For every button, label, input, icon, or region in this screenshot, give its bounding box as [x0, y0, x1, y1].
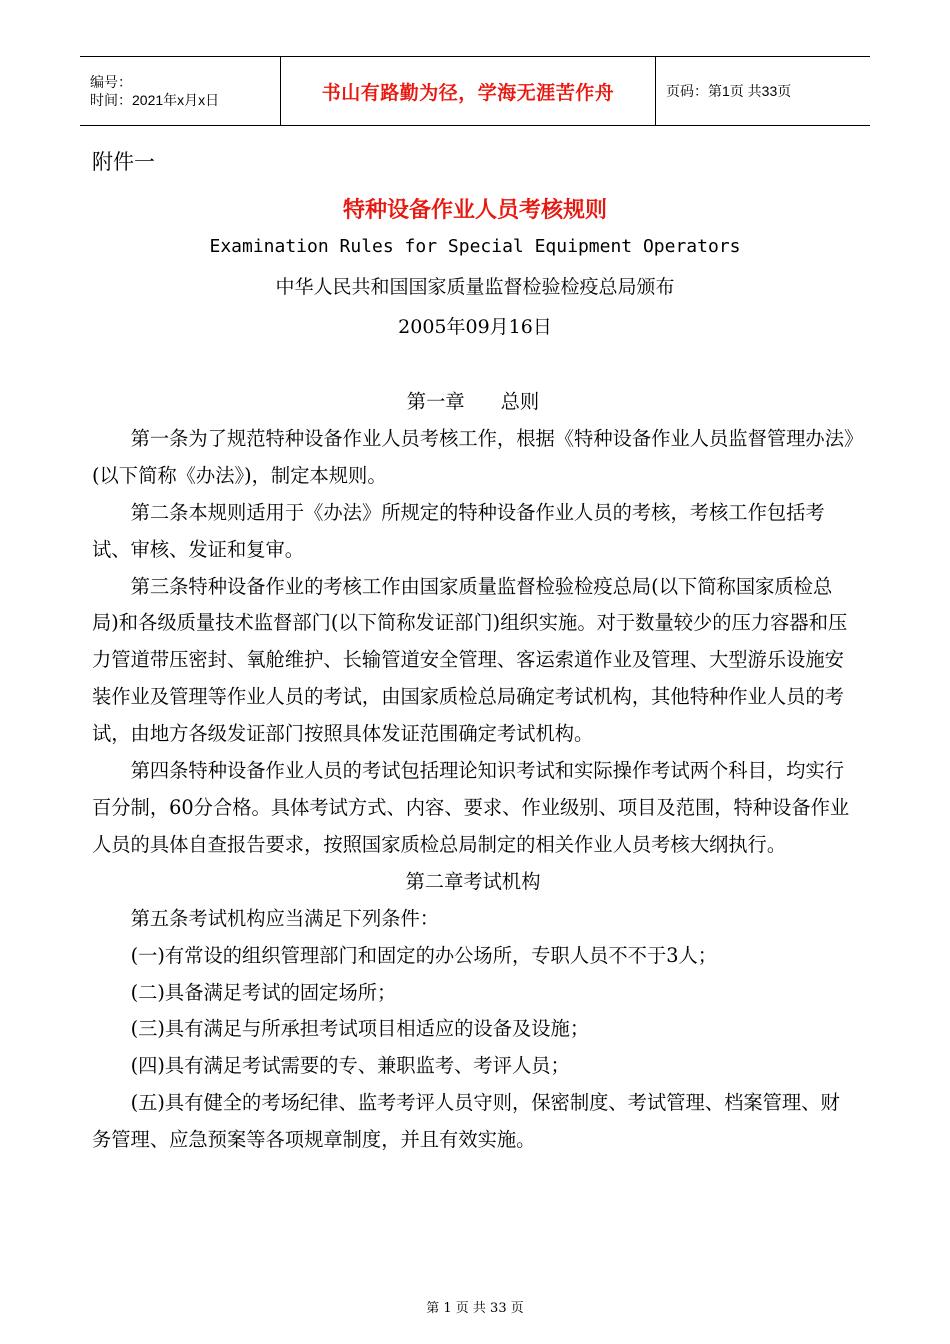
page-footer: 第 1 页 共 33 页: [426, 1301, 524, 1316]
chapter-number: 第一章: [406, 390, 465, 413]
chapter-title: 总则: [500, 390, 540, 413]
issue-date: 2005年09月16日: [398, 316, 552, 338]
english-subtitle: Examination Rules for Special Equipment Operators: [209, 236, 741, 257]
article-4: 第四条特种设备作业人员的考试包括理论知识考试和实际操作考试两个科目，均实行百分制，60分合格。具体考试方式、内容、要求、作业级别、项目及范围，特种设备作业人员的具体自查报告要求，按照国家质检总局制定的相关作业人员考核大纲执行。: [92, 759, 850, 856]
list-item: (五)具有健全的考场纪律、监考考评人员守则，保密制度、考试管理、档案管理、财务管理、应急预案等各项规章制度，并且有效实施。: [92, 1091, 840, 1152]
issuer-line: 中华人民共和国国家质量监督检验检疫总局颁布: [275, 276, 675, 298]
list-item: (二)具备满足考试的固定场所；: [130, 980, 397, 1004]
number-label: 编号：: [90, 74, 132, 90]
article-2: 第二条本规则适用于《办法》所规定的特种设备作业人员的考核，考核工作包括考试、审核、发证和复审。: [92, 500, 825, 561]
chapter-heading: [92, 384, 854, 421]
article-5-intro: 第五条考试机构应当满足下列条件：: [130, 906, 440, 930]
header-motto-cell: [280, 57, 656, 125]
chapter-heading: 第二章考试机构: [405, 869, 541, 893]
attachment-label: 附件一: [92, 150, 155, 174]
document-body: [92, 384, 854, 1159]
header-page-cell: [656, 57, 870, 125]
motto-text: 书山有路勤为径，学海无涯苦作舟: [321, 81, 615, 104]
list-item: (四)具有满足考试需要的专、兼职监考、考评人员；: [130, 1054, 570, 1078]
list-item: (一)有常设的组织管理部门和固定的办公场所，专职人员不不于3人；: [130, 943, 718, 967]
header-info-cell: [80, 57, 280, 125]
page-label: 页码：第1页 共33页: [666, 83, 792, 99]
document-title: 特种设备作业人员考核规则: [342, 198, 607, 223]
article-3: 第三条特种设备作业的考核工作由国家质量监督检验检疫总局(以下简称国家质检总局)和各级质量技术监督部门(以下简称发证部门)组织实施。对于数量较少的压力容器和压力管道带压密封、氧舱维护、长输管道安全管理、客运索道作业及管理、大型游乐设施安装作业及管理等作业人员的考试，由国家质检总局确定考试机构，其他特种作业人员的考试，由地方各级发证部门按照具体发证范围确定考试机构。: [92, 574, 848, 746]
time-label: 时间：2021年x月x日: [90, 92, 220, 108]
article-1: 第一条为了规范特种设备作业人员考核工作，根据《特种设备作业人员监督管理办法》(以下简称《办法》)，制定本规则。: [92, 426, 854, 487]
list-item: (三)具有满足与所承担考试项目相适应的设备及设施；: [130, 1017, 590, 1041]
header-table: [80, 56, 870, 126]
